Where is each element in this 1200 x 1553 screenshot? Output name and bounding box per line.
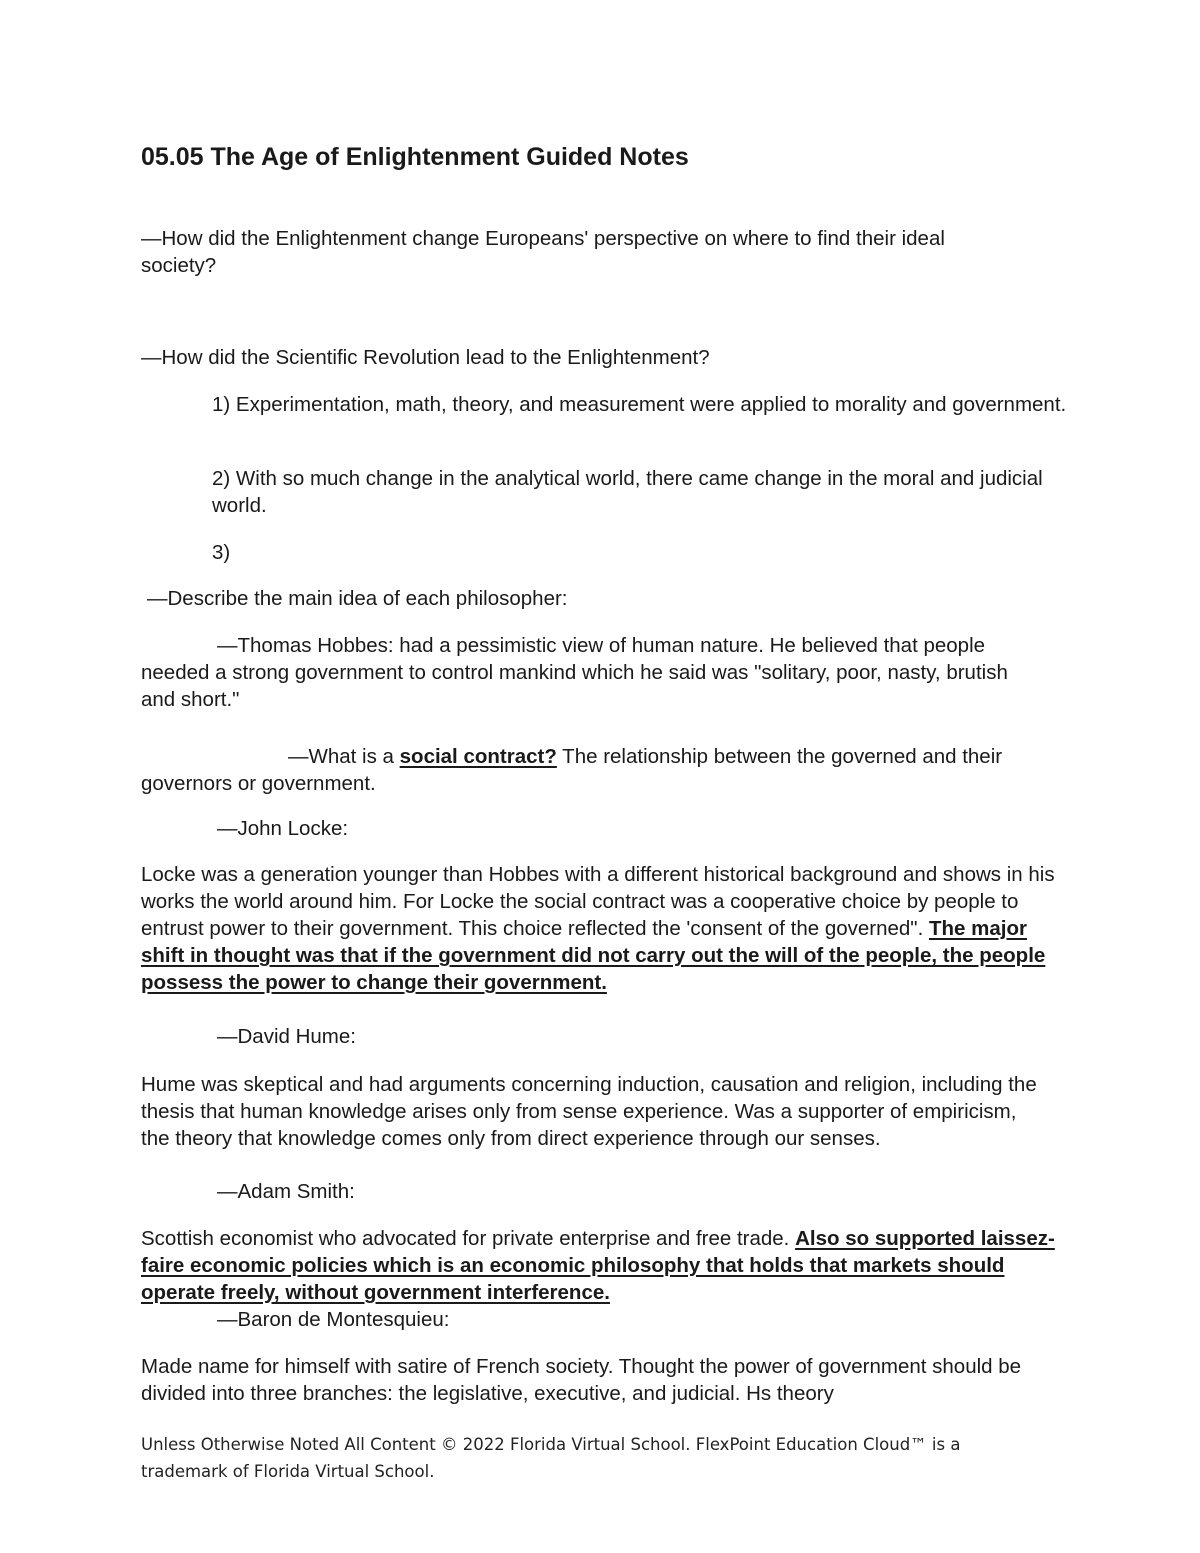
locke-emphasis: The major shift in thought was that if the government did not carry out the will of the people, the people possess the power to change their government.	[141, 917, 1046, 994]
heading-adam-smith: —Adam Smith:	[217, 1180, 355, 1203]
social-contract-answer: The relationship between the governed and their governors or government.	[141, 745, 1003, 795]
social-contract-question	[141, 743, 1066, 797]
question-enlightenment-perspective: —How did the Enlightenment change Europeans' perspective on where to find their ideal society?	[141, 227, 945, 277]
smith-emphasis: Also so supported laissez-faire economic policies which is an economic philosophy that holds that markets should operate freely, without government interference.	[141, 1227, 1055, 1304]
philosopher-hobbes: —Thomas Hobbes: had a pessimistic view of human nature. He believed that people needed a strong government to control mankind which he said was "solitary, poor, nasty, brutish and short."	[141, 634, 1008, 711]
social-contract-term: social contract?	[399, 745, 557, 768]
social-contract-prefix: —What is a	[288, 745, 400, 768]
list-item-1: 1) Experimentation, math, theory, and measurement were applied to morality and government.	[212, 393, 1067, 416]
locke-text: Locke was a generation younger than Hobbes with a different historical background and shows in his works the world around him. For Locke the social contract was a cooperative choice by people to entrust power to their government. This choice reflected the 'consent of the governed".	[141, 863, 1055, 940]
question-scientific-revolution: —How did the Scientific Revolution lead to the Enlightenment?	[141, 346, 710, 369]
copyright-footer: Unless Otherwise Noted All Content © 2022 Florida Virtual School. FlexPoint Education Cloud™ is a trademark of Florida Virtual School.	[141, 1435, 961, 1481]
philosopher-smith	[141, 1225, 1066, 1306]
question-philosophers: —Describe the main idea of each philosopher:	[147, 587, 568, 610]
smith-text: Scottish economist who advocated for private enterprise and free trade.	[141, 1227, 796, 1250]
philosopher-montesquieu: Made name for himself with satire of French society. Thought the power of government should be divided into three branches: the legislative, executive, and judicial. Hs theory	[141, 1355, 1022, 1405]
heading-john-locke: —John Locke:	[217, 817, 349, 840]
heading-david-hume: —David Hume:	[217, 1025, 356, 1048]
list-item-3: 3)	[212, 541, 231, 564]
philosopher-hume: Hume was skeptical and had arguments concerning induction, causation and religion, including the thesis that human knowledge arises only from sense experience. Was a supporter of empiricism, the theory that knowledge comes only from direct experience through our senses.	[141, 1073, 1037, 1150]
list-item-2: 2) With so much change in the analytical world, there came change in the moral and judicial world.	[212, 467, 1043, 517]
page-title: 05.05 The Age of Enlightenment Guided Notes	[141, 143, 689, 171]
heading-montesquieu: —Baron de Montesquieu:	[217, 1308, 450, 1331]
philosopher-locke	[141, 861, 1066, 996]
